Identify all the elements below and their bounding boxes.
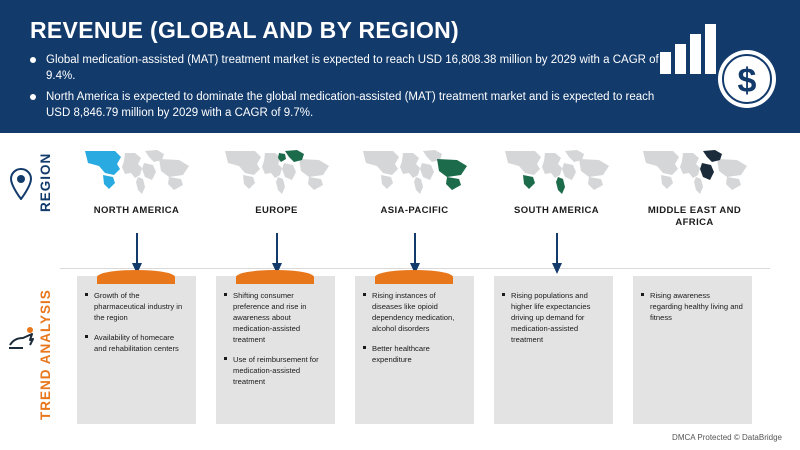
trend-text: Shifting consumer preference and rise in awareness about medication-assisted treatment (233, 291, 307, 344)
map-north-america (70, 145, 203, 200)
bullet-square-icon (502, 293, 505, 296)
bullet-square-icon (85, 293, 88, 296)
region-name-middle-east-africa: MIDDLE EAST AND AFRICA (647, 205, 742, 228)
trend-text: Availability of homecare and rehabilitation centers (94, 333, 179, 353)
svg-text:$: $ (737, 62, 757, 100)
world-map-icon (81, 147, 193, 199)
world-map-icon (359, 147, 471, 199)
world-map-icon (639, 147, 751, 199)
trend-card-south-america (494, 276, 613, 424)
bar-chart-icon (658, 22, 724, 74)
region-name-asia-pacific: ASIA-PACIFIC (380, 205, 449, 216)
location-pin-icon (8, 168, 34, 200)
hand-growth-icon (8, 325, 38, 351)
card-arc-decoration (97, 270, 175, 284)
map-middle-east-africa (628, 145, 761, 200)
arrow-down-icon (550, 233, 564, 275)
world-map-icon (221, 147, 333, 199)
bullet-square-icon (363, 346, 366, 349)
row-label-trend: TREND ANALYSIS (38, 289, 53, 420)
header-bullet-2 (30, 90, 666, 121)
card-arc-decoration (375, 270, 453, 284)
region-column-north-america (70, 145, 203, 277)
trend-card-north-america (77, 276, 196, 424)
bullet-dot-icon (30, 94, 36, 100)
bullet-square-icon (641, 293, 644, 296)
region-column-south-america (490, 145, 623, 277)
arrow-down-icon (270, 233, 284, 275)
dollar-coin-icon (716, 48, 778, 110)
world-map-icon (501, 147, 613, 199)
list-item (502, 290, 605, 345)
list-item (363, 343, 466, 365)
trend-list-europe (224, 290, 327, 387)
trend-text: Better healthcare expenditure (372, 344, 430, 364)
arrow-middle-east-africa (628, 231, 761, 277)
trend-text: Rising awareness regarding healthy living and fitness (650, 291, 743, 322)
header-bullet-1-text: Global medication-assisted (MAT) treatment market is expected to reach USD 16,808.38 million by 2029 with a CAGR of 9.4%. (46, 54, 659, 82)
trend-list-south-america (502, 290, 605, 345)
arrow-down-icon (130, 233, 144, 275)
trend-list-north-america (85, 290, 188, 354)
header-bullet-2-text: North America is expected to dominate the global medication-assisted (MAT) treatment market and is expected to reach USD 8,846.79 million by 2029 with a CAGR of 9.7%. (46, 91, 655, 119)
list-item (224, 290, 327, 345)
trend-card-europe (216, 276, 335, 424)
region-column-europe (210, 145, 343, 277)
map-asia-pacific (348, 145, 481, 200)
map-europe (210, 145, 343, 200)
trend-list-middle-east-africa (641, 290, 744, 323)
trend-text: Rising instances of diseases like opioid dependency medication, alcohol disorders (372, 291, 455, 333)
trend-card-asia-pacific (355, 276, 474, 424)
card-arc-decoration (236, 270, 314, 284)
bullet-square-icon (224, 293, 227, 296)
footer-credit: DMCA Protected © DataBridge (672, 433, 782, 442)
list-item (224, 354, 327, 387)
region-name-south-america: SOUTH AMERICA (513, 205, 600, 216)
header-bullet-1 (30, 53, 666, 84)
arrow-down-icon (408, 233, 422, 275)
list-item (85, 290, 188, 323)
region-name-europe: EUROPE (255, 205, 298, 216)
list-item (363, 290, 466, 334)
trend-text: Growth of the pharmaceutical industry in the region (94, 291, 183, 322)
bullet-square-icon (85, 335, 88, 338)
trend-list-asia-pacific (363, 290, 466, 365)
row-label-region: REGION (38, 152, 53, 212)
trend-card-middle-east-africa (633, 276, 752, 424)
list-item (85, 332, 188, 354)
region-column-asia-pacific (348, 145, 481, 277)
header-banner (0, 0, 800, 133)
trend-text: Use of reimbursement for medication-assisted treatment (233, 355, 319, 386)
region-name-north-america: NORTH AMERICA (93, 205, 180, 216)
bullet-square-icon (224, 357, 227, 360)
list-item (641, 290, 744, 323)
trend-text: Rising populations and higher life expectancies driving up demand for medication-assisted treatment (511, 291, 591, 344)
page-title: REVENUE (GLOBAL AND BY REGION) (30, 17, 459, 43)
bullet-dot-icon (30, 57, 36, 63)
map-south-america (490, 145, 623, 200)
arrow-south-america (490, 231, 623, 277)
header-graphic (658, 18, 778, 118)
bullet-square-icon (363, 293, 366, 296)
region-column-middle-east-africa (628, 145, 761, 277)
